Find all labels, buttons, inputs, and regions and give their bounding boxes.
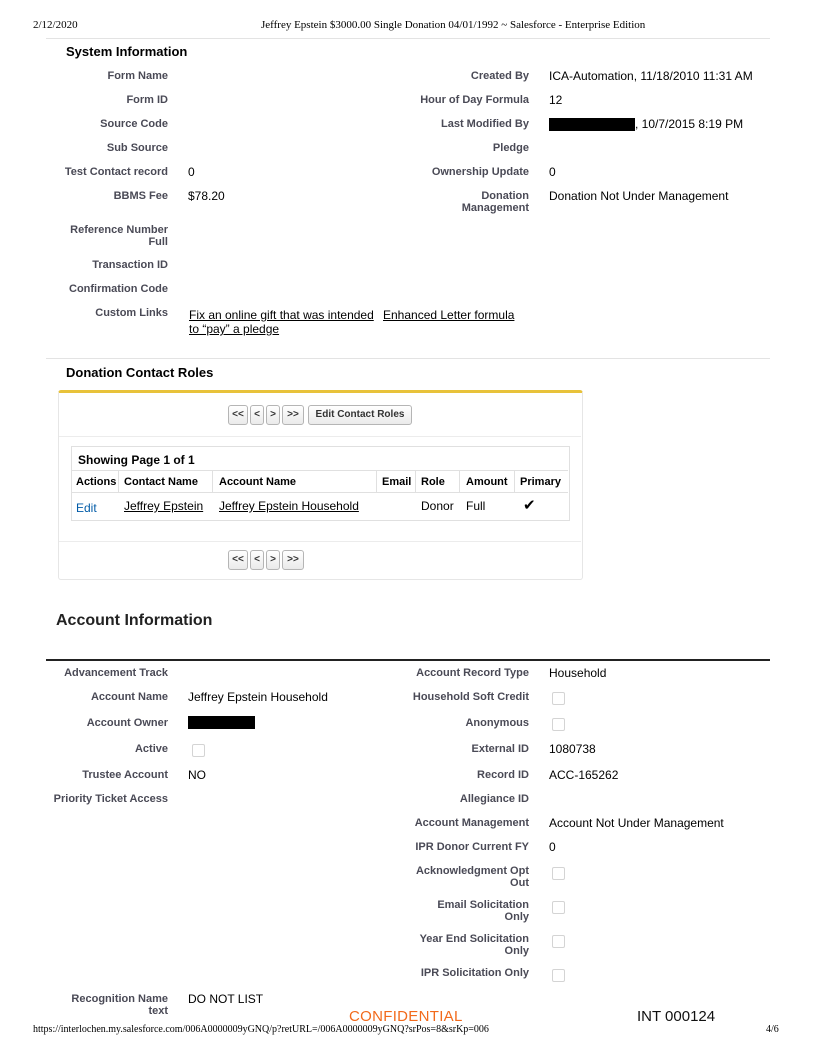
next-page-button[interactable]: > — [266, 405, 280, 425]
label-reference-number-full: Reference Number Full — [70, 224, 168, 248]
account-name-link[interactable]: Jeffrey Epstein Household — [219, 499, 359, 513]
col-header-actions[interactable]: Actions — [76, 476, 117, 488]
print-title: Jeffrey Epstein $3000.00 Single Donation 04/01/1992 ~ Salesforce - Enterprise Edition — [261, 19, 646, 31]
label-recognition-name-text: Recognition Name text — [71, 993, 168, 1017]
label-external-id: External ID — [471, 743, 529, 755]
col-divider — [212, 471, 213, 492]
label-custom-links: Custom Links — [95, 307, 168, 319]
col-header-primary[interactable]: Primary — [520, 476, 561, 488]
col-header-email[interactable]: Email — [382, 476, 412, 488]
label-account-name: Account Name — [90, 691, 168, 703]
account-section-rule — [46, 659, 770, 661]
label-ipr-solicitation-only: IPR Solicitation Only — [420, 967, 529, 979]
value-account-name: Jeffrey Epstein Household — [188, 690, 328, 704]
value-hour-of-day-formula: 12 — [549, 93, 563, 107]
first-page-button-bottom[interactable]: << — [228, 550, 248, 570]
redaction-box — [549, 118, 635, 131]
label-created-by: Created By — [470, 70, 529, 82]
col-divider — [514, 471, 515, 492]
label-allegiance-id: Allegiance ID — [459, 793, 529, 805]
label-year-end-solicitation-only: Year End Solicitation Only — [419, 933, 529, 957]
value-ipr-donor-current-fy: 0 — [549, 840, 556, 854]
value-record-id: ACC-165262 — [549, 768, 619, 782]
last-page-button[interactable]: >> — [282, 405, 304, 425]
anonymous-checkbox — [552, 718, 565, 731]
print-date: 2/12/2020 — [33, 19, 78, 31]
system-information-title: System Information — [66, 44, 188, 59]
household-soft-credit-checkbox — [552, 692, 565, 705]
table-header-bottom — [72, 492, 568, 493]
label-ownership-update: Ownership Update — [431, 166, 529, 178]
bates-number: INT 000124 — [637, 1008, 716, 1025]
redaction-box — [188, 716, 255, 729]
label-last-modified-by: Last Modified By — [440, 118, 529, 130]
label-account-record-type: Account Record Type — [416, 667, 529, 679]
label-sub-source: Sub Source — [106, 142, 168, 154]
amount-value: Full — [466, 499, 486, 513]
value-trustee-account: NO — [188, 768, 206, 782]
table-header-top — [72, 470, 568, 471]
col-header-account-name[interactable]: Account Name — [219, 476, 297, 488]
custom-link-fix-online-gift[interactable]: Fix an online gift that was intended to “pay” a pledge — [189, 308, 374, 336]
col-divider — [415, 471, 416, 492]
acknowledgment-opt-out-checkbox — [552, 867, 565, 880]
value-ownership-update: 0 — [549, 165, 556, 179]
prev-page-button-bottom[interactable]: < — [250, 550, 264, 570]
label-account-management: Account Management — [414, 817, 529, 829]
label-anonymous: Anonymous — [465, 717, 529, 729]
showing-page-label: Showing Page 1 of 1 — [78, 453, 195, 467]
role-value: Donor — [421, 499, 454, 513]
label-acknowledgment-opt-out: Acknowledgment Opt Out — [415, 865, 529, 889]
value-test-contact-record: 0 — [188, 165, 195, 179]
next-page-button-bottom[interactable]: > — [266, 550, 280, 570]
last-page-button-bottom[interactable]: >> — [282, 550, 304, 570]
print-footer-url: https://interlochen.my.salesforce.com/006A0000009yGNQ/p?retURL=/006A0000009yGNQ?srPos=8&srKp=006 — [33, 1024, 489, 1035]
label-hour-of-day-formula: Hour of Day Formula — [420, 94, 529, 106]
custom-link-enhanced-letter[interactable]: Enhanced Letter formula — [383, 308, 515, 322]
label-household-soft-credit: Household Soft Credit — [412, 691, 529, 703]
panel-divider — [59, 541, 581, 542]
label-form-name: Form Name — [107, 70, 168, 82]
col-header-role[interactable]: Role — [421, 476, 445, 488]
label-form-id: Form ID — [126, 94, 168, 106]
donation-contact-roles-title: Donation Contact Roles — [66, 365, 214, 380]
label-confirmation-code: Confirmation Code — [69, 283, 168, 295]
value-created-by: ICA-Automation, 11/18/2010 11:31 AM — [549, 69, 753, 83]
value-recognition-name-text: DO NOT LIST — [188, 992, 264, 1006]
value-external-id: 1080738 — [549, 742, 596, 756]
year-end-solicitation-only-checkbox — [552, 935, 565, 948]
contact-name-link[interactable]: Jeffrey Epstein — [124, 499, 204, 513]
first-page-button[interactable]: << — [228, 405, 248, 425]
label-bbms-fee: BBMS Fee — [113, 190, 168, 202]
label-ipr-donor-current-fy: IPR Donor Current FY — [415, 841, 529, 853]
col-divider — [118, 471, 119, 492]
label-source-code: Source Code — [100, 118, 168, 130]
edit-link[interactable]: Edit — [76, 501, 97, 515]
account-information-title: Account Information — [56, 612, 213, 629]
label-pledge: Pledge — [492, 142, 529, 154]
primary-checkmark-icon: ✔ — [523, 497, 536, 514]
label-advancement-track: Advancement Track — [64, 667, 168, 679]
col-divider — [376, 471, 377, 492]
label-donation-management: Donation Management — [461, 190, 529, 214]
label-active: Active — [134, 743, 168, 755]
edit-contact-roles-button[interactable]: Edit Contact Roles — [308, 405, 412, 425]
label-email-solicitation-only: Email Solicitation Only — [437, 899, 529, 923]
label-account-owner: Account Owner — [86, 717, 168, 729]
value-account-record-type: Household — [549, 666, 607, 680]
label-transaction-id: Transaction ID — [92, 259, 168, 271]
label-record-id: Record ID — [477, 769, 529, 781]
active-checkbox — [192, 744, 205, 757]
value-bbms-fee: $78.20 — [188, 189, 225, 203]
section-divider — [46, 358, 770, 359]
email-solicitation-only-checkbox — [552, 901, 565, 914]
print-page-number: 4/6 — [766, 1024, 779, 1035]
value-account-management: Account Not Under Management — [549, 816, 724, 830]
confidential-stamp: CONFIDENTIAL — [349, 1008, 463, 1025]
value-last-modified-by: , 10/7/2015 8:19 PM — [635, 117, 744, 131]
ipr-solicitation-only-checkbox — [552, 969, 565, 982]
col-header-amount[interactable]: Amount — [466, 476, 508, 488]
label-trustee-account: Trustee Account — [82, 769, 168, 781]
header-divider — [46, 38, 770, 39]
value-donation-management: Donation Not Under Management — [549, 189, 729, 203]
col-header-contact-name[interactable]: Contact Name — [124, 476, 198, 488]
panel-divider — [59, 436, 581, 437]
label-priority-ticket-access: Priority Ticket Access — [53, 793, 168, 805]
prev-page-button[interactable]: < — [250, 405, 264, 425]
col-divider — [459, 471, 460, 492]
label-test-contact-record: Test Contact record — [64, 166, 168, 178]
